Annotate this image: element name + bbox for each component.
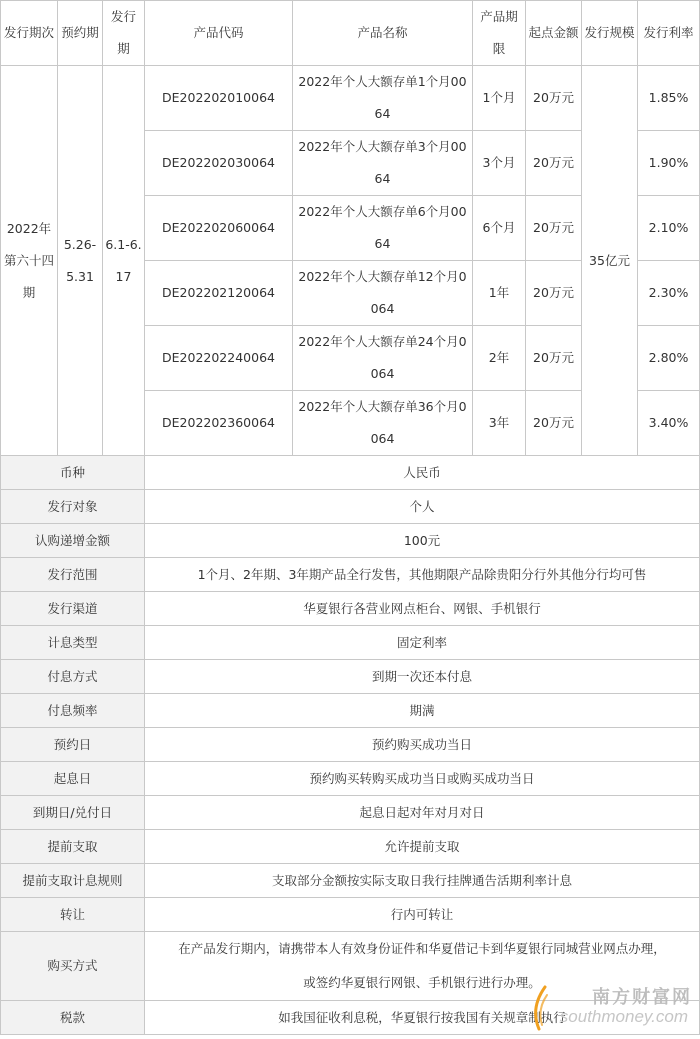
- detail-value: 允许提前支取: [145, 830, 700, 864]
- header-term: 产品期限: [473, 1, 526, 66]
- group-scale: 35亿元: [582, 66, 638, 456]
- detail-row-value-date: [1, 762, 700, 796]
- product-min: 20万元: [526, 131, 582, 196]
- product-name: 2022年个人大额存单24个月0064: [293, 326, 473, 391]
- detail-label: 购买方式: [1, 932, 145, 1001]
- product-term: 1年: [473, 261, 526, 326]
- group-issue: 6.1-6.17: [103, 66, 145, 456]
- detail-row-early-withdrawal-rule: [1, 864, 700, 898]
- detail-value: 行内可转让: [145, 898, 700, 932]
- detail-row-currency: [1, 456, 700, 490]
- header-code: 产品代码: [145, 1, 293, 66]
- detail-row-interest-type: [1, 626, 700, 660]
- product-name: 2022年个人大额存单36个月0064: [293, 391, 473, 456]
- detail-value: 个人: [145, 490, 700, 524]
- header-min: 起点金额: [526, 1, 582, 66]
- product-code: DE202202060064: [145, 196, 293, 261]
- detail-value: 华夏银行各营业网点柜台、网银、手机银行: [145, 592, 700, 626]
- product-term: 2年: [473, 326, 526, 391]
- detail-row-transfer: [1, 898, 700, 932]
- detail-label: 到期日/兑付日: [1, 796, 145, 830]
- detail-label: 税款: [1, 1001, 145, 1035]
- detail-label: 提前支取计息规则: [1, 864, 145, 898]
- detail-row-increment: [1, 524, 700, 558]
- detail-value: 预约购买转购买成功当日或购买成功当日: [145, 762, 700, 796]
- detail-row-channel: [1, 592, 700, 626]
- detail-label: 预约日: [1, 728, 145, 762]
- detail-row-payment-method: [1, 660, 700, 694]
- detail-row-scope: [1, 558, 700, 592]
- product-code: DE202202360064: [145, 391, 293, 456]
- product-term: 6个月: [473, 196, 526, 261]
- detail-label: 计息类型: [1, 626, 145, 660]
- header-period: 发行期次: [1, 1, 58, 66]
- detail-value: 期满: [145, 694, 700, 728]
- product-term: 1个月: [473, 66, 526, 131]
- detail-row-payment-frequency: [1, 694, 700, 728]
- purchase-line-1: 在产品发行期内，请携带本人有效身份证件和华夏借记卡到华夏银行同城营业网点办理，: [178, 941, 666, 956]
- product-code: DE202202240064: [145, 326, 293, 391]
- product-min: 20万元: [526, 261, 582, 326]
- detail-label: 付息频率: [1, 694, 145, 728]
- purchase-line-2: 或签约华夏银行网银、手机银行进行办理。: [303, 975, 541, 990]
- detail-row-early-withdrawal: [1, 830, 700, 864]
- detail-label: 发行范围: [1, 558, 145, 592]
- table-header-row: [1, 1, 700, 66]
- detail-value: 支取部分金额按实际支取日我行挂牌通告活期利率计息: [145, 864, 700, 898]
- detail-value: 人民币: [145, 456, 700, 490]
- product-rate: 2.30%: [638, 261, 700, 326]
- watermark-cn-text: 南方财富网: [592, 987, 692, 1008]
- detail-value: 固定利率: [145, 626, 700, 660]
- product-name: 2022年个人大额存单6个月0064: [293, 196, 473, 261]
- detail-value: 起息日起对年对月对日: [145, 796, 700, 830]
- watermark-en-text: southmoney.com: [559, 1007, 688, 1026]
- product-min: 20万元: [526, 196, 582, 261]
- product-min: 20万元: [526, 391, 582, 456]
- product-term: 3年: [473, 391, 526, 456]
- product-min: 20万元: [526, 66, 582, 131]
- header-reserve: 预约期: [58, 1, 103, 66]
- product-rate: 2.10%: [638, 196, 700, 261]
- product-code: DE202202120064: [145, 261, 293, 326]
- detail-row-reservation-date: [1, 728, 700, 762]
- group-period: 2022年第六十四期: [1, 66, 58, 456]
- product-name: 2022年个人大额存单12个月0064: [293, 261, 473, 326]
- product-rate: 1.85%: [638, 66, 700, 131]
- detail-label: 发行渠道: [1, 592, 145, 626]
- product-min: 20万元: [526, 326, 582, 391]
- detail-label: 认购递增金额: [1, 524, 145, 558]
- product-term: 3个月: [473, 131, 526, 196]
- header-issue: 发行期: [103, 1, 145, 66]
- detail-label: 转让: [1, 898, 145, 932]
- product-rate: 2.80%: [638, 326, 700, 391]
- product-code: DE202202010064: [145, 66, 293, 131]
- detail-label: 起息日: [1, 762, 145, 796]
- detail-label: 付息方式: [1, 660, 145, 694]
- detail-value: 到期一次还本付息: [145, 660, 700, 694]
- watermark-logo-icon: [529, 985, 553, 1031]
- detail-row-target: [1, 490, 700, 524]
- product-rate: 1.90%: [638, 131, 700, 196]
- detail-value: 如我国征收利息税，华夏银行按我国有关规章制执行: [145, 1001, 700, 1035]
- product-name: 2022年个人大额存单3个月0064: [293, 131, 473, 196]
- product-code: DE202202030064: [145, 131, 293, 196]
- detail-label: 提前支取: [1, 830, 145, 864]
- table-row: [1, 66, 700, 131]
- product-rate: 3.40%: [638, 391, 700, 456]
- detail-value: 预约购买成功当日: [145, 728, 700, 762]
- detail-label: 发行对象: [1, 490, 145, 524]
- watermark: [529, 983, 694, 1035]
- group-reserve: 5.26-5.31: [58, 66, 103, 456]
- header-rate: 发行利率: [638, 1, 700, 66]
- product-name: 2022年个人大额存单1个月0064: [293, 66, 473, 131]
- detail-value: 1个月、2年期、3年期产品全行发售，其他期限产品除贵阳分行外其他分行均可售: [145, 558, 700, 592]
- detail-row-maturity-date: [1, 796, 700, 830]
- header-name: 产品名称: [293, 1, 473, 66]
- header-scale: 发行规模: [582, 1, 638, 66]
- detail-value: 100元: [145, 524, 700, 558]
- detail-label: 币种: [1, 456, 145, 490]
